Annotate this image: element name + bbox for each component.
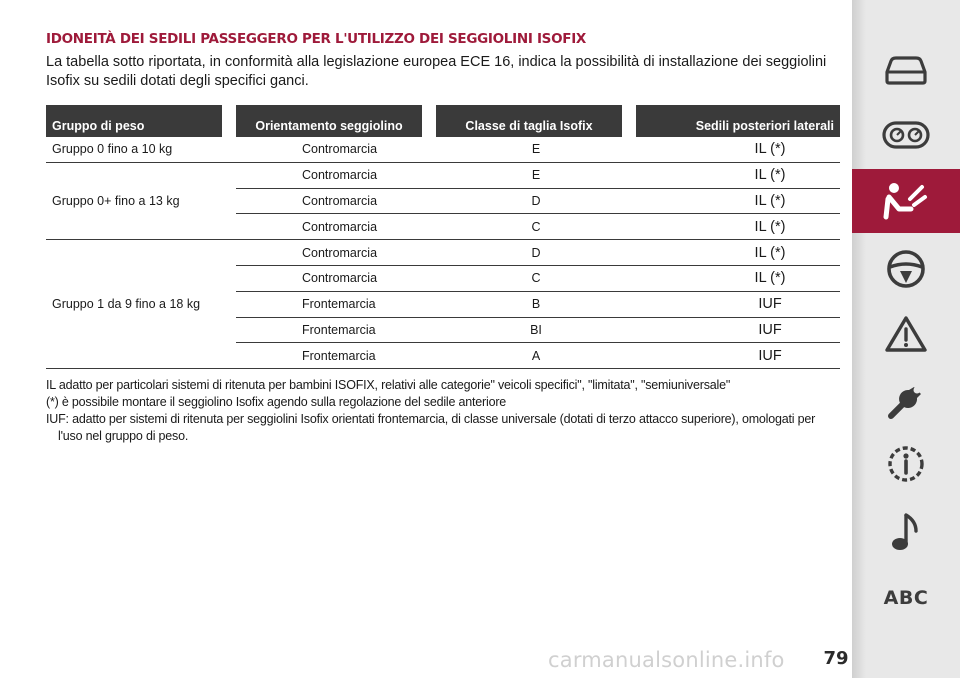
note-il: IL adatto per particolari sistemi di ritenuta per bambini ISOFIX, relativi alle categorie" veicoli specifici", "limitata", "semiuniversale" — [46, 378, 731, 393]
sidebar-item-vehicle[interactable] — [852, 38, 960, 102]
info-gear-icon — [883, 441, 929, 487]
music-note-icon — [886, 509, 926, 555]
class-cell: A — [436, 343, 636, 369]
seat-cell: IUF — [636, 343, 840, 369]
watermark: carmanualsonline.info — [548, 648, 785, 672]
orientation-cell: Contromarcia — [236, 214, 436, 240]
warning-triangle-icon — [883, 314, 929, 354]
class-cell: BI — [436, 318, 636, 344]
header-rear-seats: Sedili posteriori laterali — [636, 105, 840, 137]
table-row — [46, 137, 840, 163]
header-weight-group: Gruppo di peso — [46, 105, 236, 137]
seat-cell: IL (*) — [636, 240, 840, 266]
class-cell: B — [436, 292, 636, 318]
class-cell: C — [436, 266, 636, 292]
sidebar-item-driving[interactable] — [852, 237, 960, 301]
group-label: Gruppo 1 da 9 fino a 18 kg — [46, 240, 236, 369]
page-content — [46, 30, 840, 445]
header-size-class: Classe di taglia Isofix — [436, 105, 636, 137]
seat-cell: IL (*) — [636, 189, 840, 215]
class-cell: E — [436, 163, 636, 189]
section-title: IDONEITÀ DEI SEDILI PASSEGGERO PER L'UTILIZZO DEI SEGGIOLINI ISOFIX — [46, 31, 587, 47]
class-cell: C — [436, 214, 636, 240]
orientation-cell: Frontemarcia — [236, 343, 436, 369]
dashboard-gauges-icon — [881, 118, 931, 152]
sidebar-item-maintenance[interactable] — [852, 367, 960, 431]
page-number: 79 — [823, 648, 849, 669]
note-iuf: IUF: adatto per sistemi di ritenuta per seggiolini Isofix orientati frontemarcia, di classe universale (dotati di terzo attacco superiore), omologati per l'uso nel gruppo di peso. — [46, 412, 816, 444]
note-asterisk: (*) è possibile montare il seggiolino Isofix agendo sulla regolazione del sedile anteriore — [46, 395, 507, 410]
sidebar-item-emergency[interactable] — [852, 302, 960, 366]
table-header-row — [46, 105, 840, 137]
group-label: Gruppo 0+ fino a 13 kg — [46, 163, 236, 240]
header-orientation: Orientamento seggiolino — [236, 105, 436, 137]
wrench-icon — [883, 376, 929, 422]
seat-cell: IUF — [636, 318, 840, 344]
sidebar-item-technical-data[interactable] — [852, 432, 960, 496]
orientation-cell: Frontemarcia — [236, 292, 436, 318]
intro-paragraph: La tabella sotto riportata, in conformità alla legislazione europea ECE 16, indica la possibilità di installazione dei seggiolini Isofix su sedili dotati degli specifici ganci. — [46, 54, 827, 89]
sidebar-item-multimedia[interactable] — [852, 500, 960, 564]
orientation-cell: Contromarcia — [236, 163, 436, 189]
seat-cell: IUF — [636, 292, 840, 318]
orientation-cell: Contromarcia — [236, 137, 436, 163]
table-row — [46, 240, 840, 266]
steering-wheel-icon — [884, 247, 928, 291]
sidebar-item-safety[interactable] — [852, 169, 960, 233]
abc-index-label: ABC — [883, 587, 929, 609]
chapter-sidebar — [852, 0, 960, 678]
orientation-cell: Contromarcia — [236, 266, 436, 292]
table-row — [46, 163, 840, 189]
orientation-cell: Frontemarcia — [236, 318, 436, 344]
seat-safety-icon — [881, 179, 931, 223]
orientation-cell: Contromarcia — [236, 240, 436, 266]
sidebar-item-instruments[interactable] — [852, 103, 960, 167]
seat-cell: IL (*) — [636, 266, 840, 292]
car-icon — [881, 52, 931, 88]
orientation-cell: Contromarcia — [236, 189, 436, 215]
seat-cell: IL (*) — [636, 163, 840, 189]
class-cell: D — [436, 240, 636, 266]
class-cell: D — [436, 189, 636, 215]
group-label: Gruppo 0 fino a 10 kg — [46, 137, 236, 163]
class-cell: E — [436, 137, 636, 163]
seat-cell: IL (*) — [636, 214, 840, 240]
seat-cell: IL (*) — [636, 137, 840, 163]
sidebar-item-index[interactable] — [852, 566, 960, 630]
table-notes — [46, 377, 840, 445]
isofix-table — [46, 105, 840, 369]
